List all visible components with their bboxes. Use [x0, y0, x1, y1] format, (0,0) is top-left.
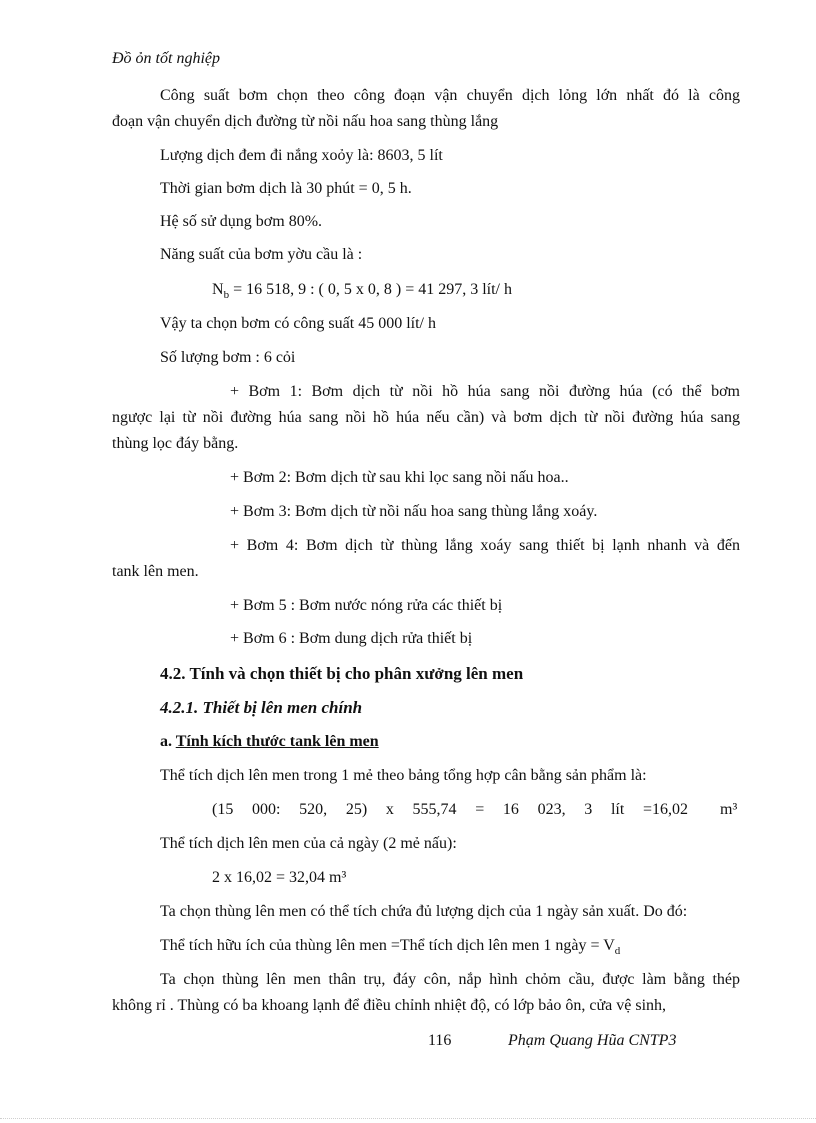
paragraph: Vậy ta chọn bơm có công suất 45 000 lít/ h: [160, 315, 436, 332]
pump-item-line: + Bơm 1: Bơm dịch từ nồi hồ húa sang nồi đường húa (có thể bơm: [230, 383, 740, 400]
useful-volume-subscript: d: [614, 945, 621, 957]
paragraph-line: đoạn vận chuyển dịch đường từ nồi nấu hoa sang thùng lắng: [112, 113, 499, 130]
pump-item-line: + Bơm 4: Bơm dịch từ thùng lắng xoáy sang thiết bị lạnh nhanh và đến: [230, 537, 740, 554]
section-heading: 4.2. Tính và chọn thiết bị cho phân xưởng lên men: [160, 664, 524, 683]
paragraph: Thể tích dịch lên men trong 1 mẻ theo bảng tổng hợp cân bằng sản phẩm là:: [160, 767, 647, 784]
useful-volume-text: Thể tích hữu ích của thùng lên men =Thể tích dịch lên men 1 ngày = V: [160, 937, 615, 954]
paragraph-line: Công suất bơm chọn theo công đoạn vận chuyển dịch lỏng lớn nhất đó là công: [160, 87, 740, 104]
paragraph: Số lượng bơm : 6 cỏi: [160, 349, 296, 366]
paragraph-line: không rỉ . Thùng có ba khoang lạnh để điều chỉnh nhiệt độ, có lớp bảo ôn, cửa vệ sinh,: [112, 997, 667, 1014]
paragraph: Lượng dịch đem đi nắng xoỏy là: 8603, 5 lít: [160, 147, 443, 164]
subsubsection-title: Tính kích thước tank lên men: [175, 733, 379, 750]
subsubsection-heading: [160, 732, 379, 752]
volume-unit: m³: [720, 801, 738, 818]
volume-formula: (15 000: 520, 25) x 555,74 = 16 023, 3 lít =16,02: [212, 801, 688, 818]
pump-capacity-formula: [212, 280, 512, 305]
pump-item: + Bơm 3: Bơm dịch từ nồi nấu hoa sang thùng lắng xoáy.: [230, 503, 598, 520]
footer-author: Phạm Quang Hũa CNTP3: [508, 1032, 677, 1049]
document-header: Đồ ỏn tốt nghiệp: [112, 50, 220, 67]
pump-item: + Bơm 6 : Bơm dung dịch rửa thiết bị: [230, 630, 473, 647]
formula-subscript: b: [223, 289, 230, 301]
page-number: 116: [428, 1032, 452, 1049]
pump-item-line: thùng lọc đáy bằng.: [112, 435, 239, 452]
subsection-heading: 4.2.1. Thiết bị lên men chính: [160, 698, 363, 717]
paragraph: Thể tích dịch lên men của cả ngày (2 mẻ nấu):: [160, 835, 457, 852]
paragraph: Ta chọn thùng lên men có thể tích chứa đủ lượng dịch của 1 ngày sản xuất. Do đó:: [160, 903, 688, 920]
useful-volume-line: [160, 936, 620, 961]
page-bottom-divider: [0, 1118, 816, 1119]
subsubsection-prefix: a.: [160, 733, 176, 750]
paragraph: Năng suất của bơm yờu cầu là :: [160, 246, 363, 263]
daily-volume-formula: 2 x 16,02 = 32,04 m³: [212, 869, 347, 886]
paragraph: Thời gian bơm dịch là 30 phút = 0, 5 h.: [160, 180, 412, 197]
pump-item-line: tank lên men.: [112, 563, 199, 580]
formula-value: = 16 518, 9 : ( 0, 5 x 0, 8 ) = 41 297, 3 lít/ h: [229, 281, 512, 298]
pump-item-line: ngược lại từ nồi đường húa sang nồi hồ húa nếu cần) và bơm dịch từ nồi đường húa sang: [112, 409, 740, 426]
pump-item: + Bơm 2: Bơm dịch từ sau khi lọc sang nồi nấu hoa..: [230, 469, 569, 486]
pump-item: + Bơm 5 : Bơm nước nóng rửa các thiết bị: [230, 597, 503, 614]
paragraph: Hệ số sử dụng bơm 80%.: [160, 213, 323, 230]
paragraph-line: Ta chọn thùng lên men thân trụ, đáy côn, nắp hình chỏm cầu, được làm bằng thép: [160, 971, 740, 988]
formula-symbol: N: [212, 281, 224, 298]
